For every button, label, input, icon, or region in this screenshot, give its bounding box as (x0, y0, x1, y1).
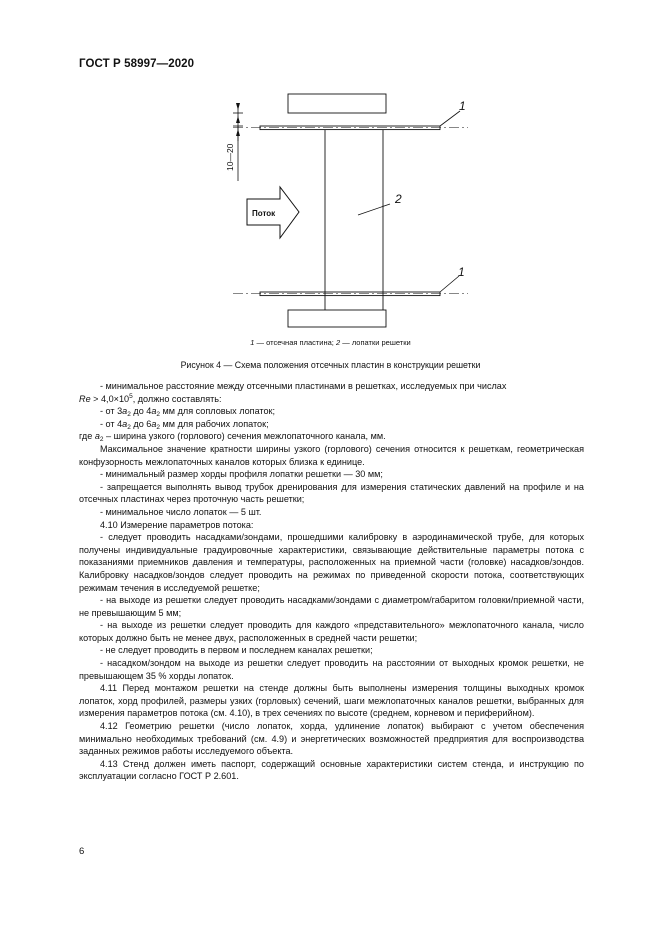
section-4-10-title: 4.10 Измерение параметров потока: (100, 519, 254, 530)
legend-text-1: — отсечная пластина; (254, 338, 336, 347)
legend-text-2: — лопатки решетки (340, 338, 411, 347)
text-fragment: , должно составлять: (132, 393, 222, 404)
section-4-13: 4.13 Стенд должен иметь паспорт, содержащий основные характеристики систем стенда, и инструкцию по эксплуатации согласно ГОСТ Р 2.601. (79, 758, 584, 782)
list-item-first-last-channels: - не следует проводить в первом и последнем каналах решетки; (100, 645, 373, 656)
text-fragment: мм для рабочих лопаток; (160, 418, 269, 429)
symbol-a: a (122, 406, 128, 417)
page-number: 6 (79, 846, 85, 857)
legend-number-2: 2 (335, 338, 341, 347)
figure-caption: Рисунок 4 — Схема положения отсечных пластин в конструкции решетки (180, 360, 481, 370)
top-bracket (288, 94, 386, 113)
text-fragment: до 6 (130, 418, 152, 429)
dimension-label: 10—20 (225, 143, 235, 171)
bottom-bracket (288, 310, 386, 327)
text-fragment: до 4 (130, 406, 152, 417)
text-fragment: - от 4 (100, 418, 123, 429)
document-header: ГОСТ Р 58997—2020 (79, 58, 195, 70)
symbol-a: a (94, 431, 100, 442)
text-fragment: - минимальное расстояние между отсечными пластинами в решетках, исследуемых при числах (100, 381, 507, 391)
body-text (79, 380, 584, 783)
figure-legend (0, 338, 661, 347)
callout-1-bottom: 1 (458, 265, 465, 279)
list-item-probe-diameter: - на выходе из решетки следует проводить насадками/зондами с диаметром/габаритом головки/приемной части, не превышающим 5 мм; (79, 595, 584, 618)
text-fragment: > 4,0×10 (90, 393, 130, 404)
text-fragment: мм для сопловых лопаток; (160, 406, 276, 417)
symbol-a: a (151, 406, 157, 417)
figure-4-diagram (0, 0, 661, 380)
text-fragment: - от 3 (100, 406, 123, 417)
subscript: 2 (127, 411, 131, 419)
paragraph-where-a2 (79, 430, 584, 443)
subscript: 2 (156, 423, 161, 431)
top-cutoff-plate (260, 126, 440, 130)
symbol-a: a (122, 418, 128, 429)
list-item-min-blades: - минимальное число лопаток — 5 шт. (100, 506, 262, 517)
callout-1-top: 1 (459, 99, 466, 113)
list-item-drainage: - запрещается выполнять вывод трубок дренирования для измерения статических давлений на профиле и на отсечных пластинах через проточную часть решетки; (79, 481, 584, 505)
figure-4 (0, 0, 661, 380)
subscript: 2 (127, 423, 131, 431)
list-item-probe-distance: - насадком/зондом на выходе из решетки следует проводить на расстоянии от выходных кромок решетки, не превышающем 35 % хорды лопаток. (79, 658, 584, 681)
symbol-a: a (151, 418, 157, 429)
paragraph-max-ratio: Максимальное значение кратности ширины узкого (горлового) сечения относится к решеткам, геометрическая конфузорность межлопаточных каналов которых близка к единице. (79, 443, 584, 467)
paragraph-min-distance (79, 380, 584, 405)
list-item-nozzle-blades (79, 405, 584, 418)
section-4-12: 4.12 Геометрию решетки (число лопаток, хорда, удлинение лопаток) выбирают с учетом обеспечения минимально необходимых требований (см. 4.9) и энергетических возможностей предприятия для воспроизводства заданных режимов работы исследуемого объекта. (79, 721, 584, 757)
list-item-min-chord: - минимальный размер хорды профиля лопатки решетки — 30 мм; (100, 469, 383, 480)
text-fragment: – ширина узкого (горлового) сечения межлопаточного канала, мм. (103, 431, 386, 442)
legend-number-1: 1 (250, 338, 255, 347)
list-item-rotor-blades (79, 418, 584, 431)
flow-label: Поток (252, 209, 276, 218)
list-item-representative-channels: - на выходе из решетки следует проводить для каждого «представительного» межлопаточного канала, число которых должно быть не менее двух, расположенных в средней части решетки; (79, 620, 584, 643)
section-4-11: 4.11 Перед монтажом решетки на стенде должны быть выполнены измерения толщины выходных кромок лопаток, хорд профилей, размеры узких (горловых) сечений, шаги межлопаточных каналов решетки, выбранных для измерения параметров потока (см. 4.10), в трех сечениях по высоте (среднем, корневом и периферийном). (79, 683, 584, 719)
list-item-calibration: - следует проводить насадками/зондами, прошедшими калибровку в аэродинамической трубе, для которых получены индивидуальные градуировочные характеристики, связывающие действительные параметры потока с показаниями приемников давления и температуры, расположенных на приемной части (головке) насадков/зондов. Калибровку насадков/зондов следует проводить на режимах по приведенной скорости потока, соответствующих режимам течения в исследуемой решетке; (79, 532, 584, 593)
exponent: 5 (129, 392, 133, 400)
text-fragment: где (79, 431, 95, 442)
subscript: 2 (99, 436, 104, 444)
subscript: 2 (156, 411, 161, 419)
reynolds-symbol: Re (79, 393, 91, 404)
callout-2: 2 (395, 192, 402, 206)
